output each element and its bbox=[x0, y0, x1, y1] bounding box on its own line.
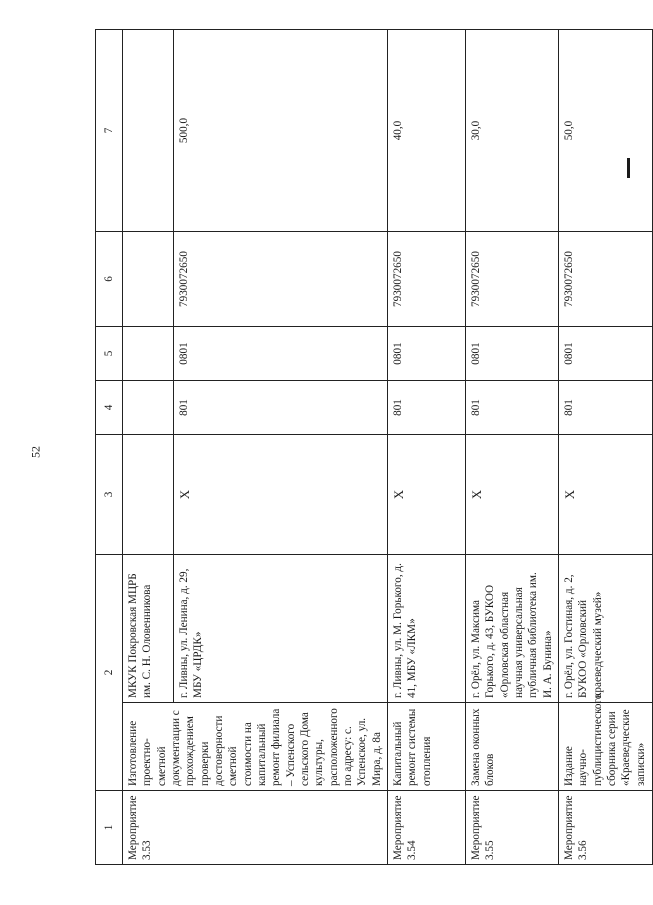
row-c7: 40,0 bbox=[387, 30, 465, 232]
row-name: Издание научно-публицистического сборника серии «Краеведческие записки» bbox=[558, 703, 652, 791]
row-id: Мероприятие 3.53 bbox=[123, 791, 388, 865]
row-c7: 50,0 bbox=[558, 30, 652, 232]
row-name: Изготовление проектно-сметной документации с прохождением проверки достоверности сметной стоимости на капитальный ремонт филиала – Успенского сельского Дома культуры, расположенного по адресу: с. Успенское, ул. Мира, д. 8а bbox=[123, 703, 388, 791]
row-c5: 0801 bbox=[387, 327, 465, 381]
row-c5: 0801 bbox=[174, 327, 388, 381]
col-header-4: 4 bbox=[96, 381, 123, 435]
row-c4: 801 bbox=[558, 381, 652, 435]
col-header-6: 6 bbox=[96, 232, 123, 327]
table-row bbox=[465, 30, 558, 865]
row-c6: 7930072650 bbox=[558, 232, 652, 327]
row-name: Капитальный ремонт системы отопления bbox=[387, 703, 465, 791]
row-id: Мероприятие 3.55 bbox=[465, 791, 558, 865]
row-x-mark: X bbox=[558, 435, 652, 555]
col-header-5: 5 bbox=[96, 327, 123, 381]
column-number-row bbox=[96, 30, 123, 865]
row-address: г. Орёл, ул. Максима Горького, д. 43, БУКОО «Орловская областная научная универсальная публичная библиотека им. И. А. Бунина» bbox=[465, 555, 558, 703]
table-row bbox=[558, 30, 652, 865]
row-name: Замена оконных блоков bbox=[465, 703, 558, 791]
page-number: 52 bbox=[28, 446, 43, 458]
row-c5: 0801 bbox=[558, 327, 652, 381]
row-x-mark: X bbox=[174, 435, 388, 555]
col-header-3: 3 bbox=[96, 435, 123, 555]
row-id: Мероприятие 3.54 bbox=[387, 791, 465, 865]
empty-cell bbox=[123, 435, 174, 555]
table-row bbox=[123, 30, 174, 865]
row-address: г. Ливны, ул. Ленина, д. 29, МБУ «ЦРДК» bbox=[174, 555, 388, 703]
empty-cell bbox=[123, 232, 174, 327]
row-c7: 30,0 bbox=[465, 30, 558, 232]
budget-table bbox=[95, 29, 653, 865]
empty-cell bbox=[123, 30, 174, 232]
organization-header-cell: МКУК Покровская МЦРБ им. С. Н. Оловенникова bbox=[123, 555, 174, 703]
row-x-mark: X bbox=[465, 435, 558, 555]
table-row bbox=[387, 30, 465, 865]
row-address: г. Ливны, ул. М. Горького, д. 41, МБУ «ЛКМ» bbox=[387, 555, 465, 703]
row-address: г. Орёл, ул. Гостиная, д. 2, БУКОО «Орловский краеведческий музей» bbox=[558, 555, 652, 703]
empty-cell bbox=[123, 327, 174, 381]
row-c7: 500,0 bbox=[174, 30, 388, 232]
col-header-1: 1 bbox=[96, 791, 123, 865]
row-c4: 801 bbox=[387, 381, 465, 435]
row-x-mark: X bbox=[387, 435, 465, 555]
rotated-table-container bbox=[95, 30, 647, 865]
row-c4: 801 bbox=[465, 381, 558, 435]
row-c5: 0801 bbox=[465, 327, 558, 381]
empty-cell bbox=[123, 381, 174, 435]
row-id: Мероприятие 3.56 bbox=[558, 791, 652, 865]
row-c6: 7930072650 bbox=[387, 232, 465, 327]
row-c4: 801 bbox=[174, 381, 388, 435]
col-header-2: 2 bbox=[96, 555, 123, 791]
row-c6: 7930072650 bbox=[174, 232, 388, 327]
col-header-7: 7 bbox=[96, 30, 123, 232]
row-c6: 7930072650 bbox=[465, 232, 558, 327]
